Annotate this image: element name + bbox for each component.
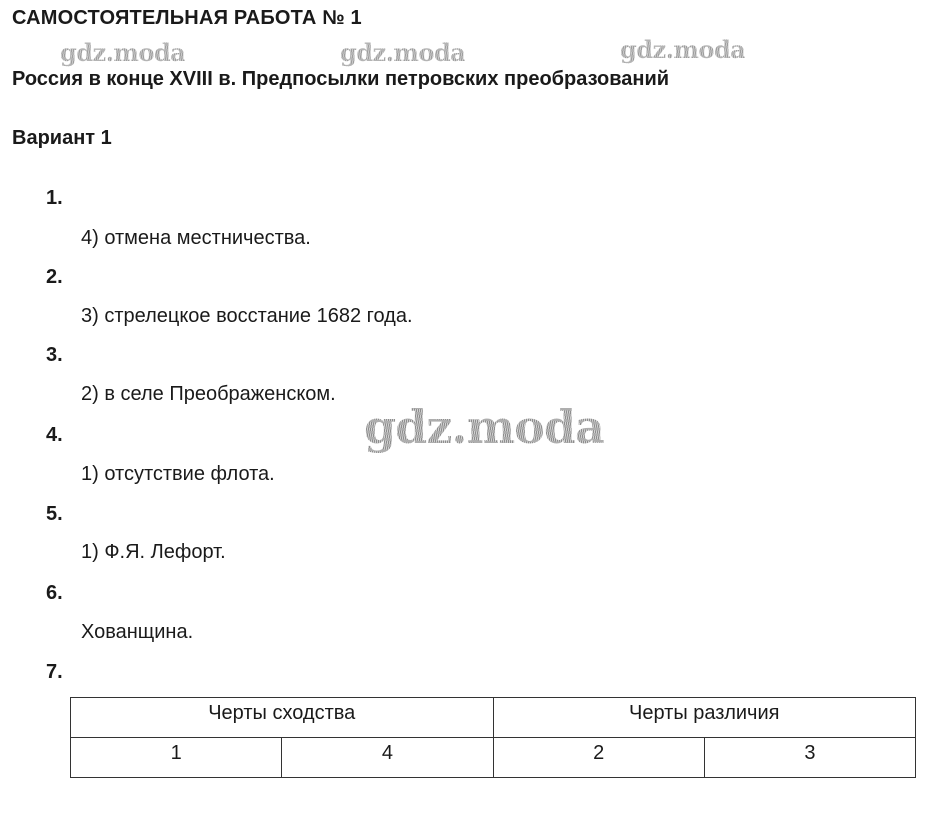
question-number: 4.: [46, 424, 63, 446]
question-number: 5.: [46, 503, 63, 525]
watermark-logo-large: gdz.moda: [364, 400, 604, 454]
document-subtitle: Россия в конце XVIII в. Предпосылки петровских преобразований: [12, 68, 670, 90]
document-title: САМОСТОЯТЕЛЬНАЯ РАБОТА № 1: [12, 7, 362, 29]
table-header-differences: Черты различия: [493, 698, 916, 738]
table-header-row: [71, 698, 916, 738]
answer-text: 1) отсутствие флота.: [81, 463, 275, 485]
table-cell: 4: [282, 738, 493, 778]
table-row: [71, 738, 916, 778]
variant-heading: Вариант 1: [12, 127, 112, 149]
table-header-similarities: Черты сходства: [71, 698, 494, 738]
answer-text: Хованщина.: [81, 621, 194, 643]
answer-text: 2) в селе Преображенском.: [81, 383, 336, 405]
table-cell: 1: [71, 738, 282, 778]
question-number: 6.: [46, 582, 63, 604]
table-cell: 2: [493, 738, 704, 778]
answer-text: 3) стрелецкое восстание 1682 года.: [81, 305, 413, 327]
watermark-logo: gdz.moda: [620, 35, 746, 64]
watermark-logo: gdz.moda: [60, 38, 186, 67]
question-number: 2.: [46, 266, 63, 288]
question-number: 7.: [46, 661, 63, 683]
table-cell: 3: [704, 738, 915, 778]
answer-text: 1) Ф.Я. Лефорт.: [81, 541, 226, 563]
answer-text: 4) отмена местничества.: [81, 227, 311, 249]
comparison-table: [70, 697, 916, 778]
watermark-logo: gdz.moda: [340, 38, 466, 67]
question-number: 1.: [46, 187, 63, 209]
question-number: 3.: [46, 344, 63, 366]
